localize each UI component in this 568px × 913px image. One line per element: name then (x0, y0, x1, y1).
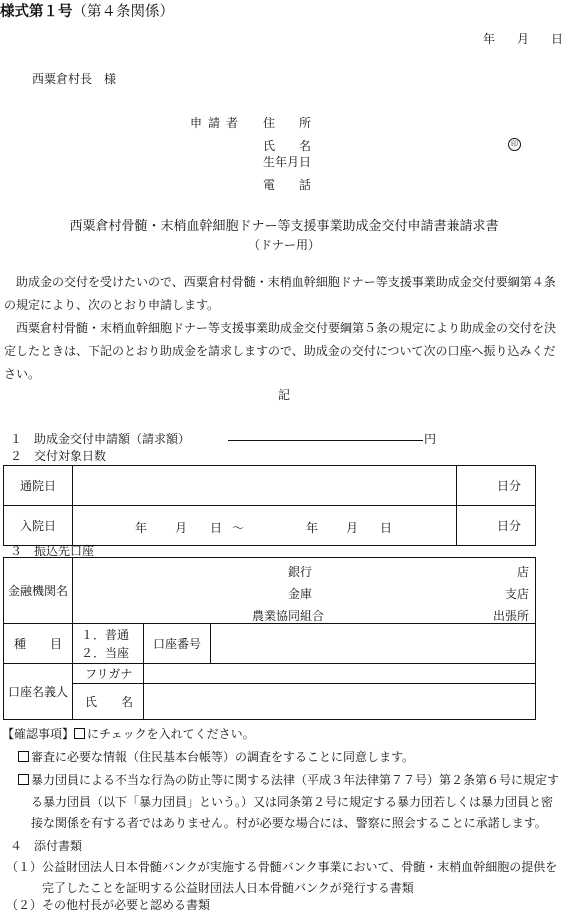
confirm-item-2-line-3: 接な関係を有する者ではありません。村が必要な場合には、警察に照会することに承諾します。 (31, 816, 547, 830)
inpatient-label: 入院日 (4, 506, 73, 546)
applicant-birthdate-label: 生年月日 (263, 155, 312, 169)
account-holder-label: 口座名義人 (4, 664, 73, 720)
ki-marker: 記 (277, 388, 290, 402)
days-table (3, 465, 536, 546)
attachment-1-line-2: 完了したことを証明する公益財団法人日本骨髄バンクが発行する書類 (42, 881, 414, 895)
seal-mark (508, 135, 521, 151)
applicant-address-label: 住 所 (263, 116, 312, 130)
inpatient-period[interactable] (73, 506, 457, 546)
type-ordinary[interactable]: １．普通 (81, 627, 130, 642)
attachment-2: （２）その他村長が必要と認める書類 (6, 898, 211, 912)
consent-checkbox[interactable] (18, 751, 29, 762)
inpatient-days-unit: 日分 (457, 506, 536, 546)
form-reference: （第４条関係） (72, 4, 174, 20)
addressee: 西粟倉村長 様 (32, 72, 117, 86)
period-day-1: 日 (210, 520, 223, 535)
antigang-checkbox[interactable] (18, 774, 29, 785)
outpatient-days-unit: 日分 (457, 466, 536, 506)
form-number-label: 様式第１号 (0, 4, 73, 20)
attachment-1-line-1: （１）公益財団法人日本骨髄バンクが実施する骨髄バンク事業において、骨髄・末梢血幹細胞の提供を (6, 860, 558, 874)
period-year-1: 年 (135, 520, 148, 535)
nokyo-label: 農業協同組合 (252, 608, 325, 623)
bank-label: 銀行 (288, 564, 313, 579)
holder-name-input[interactable] (144, 684, 536, 720)
amount-underline[interactable] (228, 428, 423, 441)
outpatient-label: 通院日 (4, 466, 73, 506)
outpatient-row (4, 466, 536, 506)
furigana-input[interactable] (144, 664, 536, 684)
period-day-2: 日 (380, 520, 393, 535)
seal-text: 印 (508, 138, 521, 151)
item1-label: １ 助成金交付申請額（請求額） (10, 432, 191, 446)
confirm-item-2-line-2: る暴力団員（以下「暴力団員」という。）又は同条第２号に規定する暴力団若しくは暴力団員と密 (31, 795, 554, 809)
applicant-heading: 申請者 (190, 116, 245, 130)
item2-label: ２ 交付対象日数 (10, 449, 107, 463)
confirm-item-1-text: 審査に必要な情報（住民基本台帳等）の調査をすることに同意します。 (31, 750, 415, 764)
document-title: 西粟倉村骨髄・末梢血幹細胞ドナー等支援事業助成金交付申請書兼請求書 (69, 219, 499, 234)
furigana-label: フリガナ (73, 664, 144, 684)
period-month-1: 月 (175, 520, 188, 535)
shinkin-label: 金庫 (288, 586, 313, 601)
outpatient-input[interactable] (73, 466, 457, 506)
confirm-item-2-line-1: 暴力団員による不当な行為の防止等に関する法律（平成３年法律第７７号）第２条第６号に規定す (31, 773, 560, 787)
institution-row (4, 558, 536, 624)
confirm-heading-label: 【確認事項】 (2, 727, 75, 741)
amount-unit: 円 (424, 432, 437, 446)
date-day[interactable]: 日 (551, 32, 564, 46)
checkbox-icon (74, 728, 85, 739)
amount-field[interactable] (228, 427, 423, 441)
confirm-item-2 (18, 771, 559, 788)
institution-input[interactable] (73, 558, 536, 624)
confirm-heading (2, 725, 255, 742)
item3-label: ３ 振込先口座 (10, 544, 95, 558)
account-number-input[interactable] (211, 624, 536, 664)
item4-label: ４ 添付書類 (10, 839, 83, 853)
account-table (3, 557, 536, 720)
document-subtitle: （ドナー用） (247, 238, 320, 252)
furigana-row (4, 664, 536, 684)
applicant-name-label: 氏 名 (263, 139, 312, 153)
body-paragraph-1: 助成金の交付を受けたいので、西粟倉村骨髄・末梢血幹細胞ドナー等支援事業助成金交付要綱第４条の規定により、次のとおり申請します。 (4, 275, 556, 312)
confirm-heading-text: にチェックを入れてください。 (87, 727, 255, 741)
period-year-2: 年 (306, 520, 319, 535)
date-month[interactable]: 月 (517, 32, 530, 46)
form-number (0, 0, 174, 21)
type-current[interactable]: ２．当座 (81, 645, 130, 660)
body-paragraph-2: 西粟倉村骨髄・末梢血幹細胞ドナー等支援事業助成金交付要綱第５条の規定により助成金の交付を決定したときは、下記のとおり助成金を請求しますので、助成金の交付について次の口座へ振り込みください。 (4, 321, 557, 381)
shiten-label: 支店 (505, 586, 530, 601)
account-type-label: 種 目 (4, 624, 73, 664)
period-month-2: 月 (346, 520, 359, 535)
confirm-item-1 (18, 748, 414, 765)
date-line (483, 30, 563, 47)
branch-label: 店 (517, 564, 530, 579)
type-row (4, 624, 536, 664)
inpatient-row (4, 506, 536, 546)
office-label: 出張所 (493, 608, 530, 623)
holder-name-row (4, 684, 536, 720)
institution-label: 金融機関名 (4, 558, 73, 624)
holder-name-label: 氏 名 (73, 684, 144, 720)
period-tilde: ～ (232, 520, 245, 535)
account-number-label: 口座番号 (144, 624, 211, 664)
applicant-phone-label: 電 話 (263, 178, 312, 192)
date-year[interactable]: 年 (483, 32, 496, 46)
account-type-options[interactable] (73, 624, 144, 664)
